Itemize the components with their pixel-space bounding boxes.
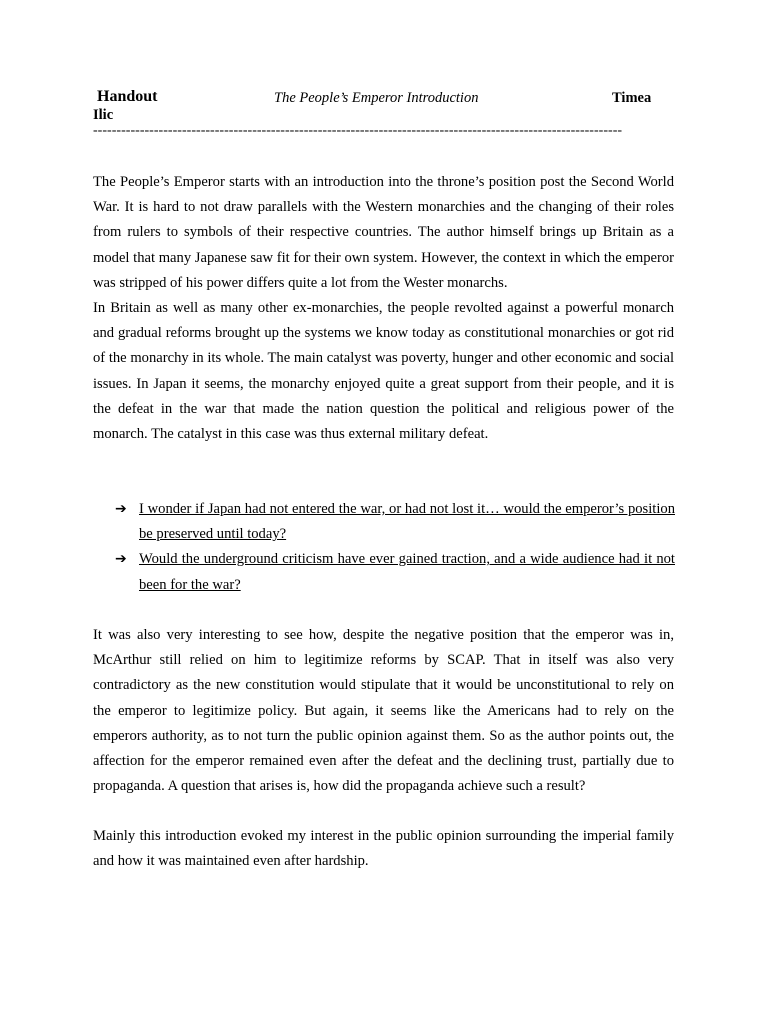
handout-label: Handout xyxy=(97,88,158,105)
paragraph-conclusion: Mainly this introduction evoked my interest in the public opinion surrounding the imperial family and how it was maintained even after hardship. xyxy=(93,828,674,870)
paragraph-mcarthur: It was also very interesting to see how, despite the negative position that the emperor was in, McArthur still relied on him to legitimize reforms by SCAP. That in itself was also very contradictory as the new constitution would stipulate that it would be unconstitutional to rely on the emperor to legitimize policy. But again, it seems like the Americans had to rely on the emperors authority, as to not turn the public opinion against them. So as the author points out, the affection for the emperor remained even after the defeat and the declining trust, partially due to propaganda. A question that arises is, how did the propaganda achieve such a result? xyxy=(93,627,674,795)
list-item xyxy=(115,497,675,547)
author-last-name: Ilic xyxy=(93,107,114,123)
arrow-right-icon: ➔ xyxy=(115,501,127,517)
document-title: The People’s Emperor Introduction xyxy=(274,90,479,106)
paragraph-intro: The People’s Emperor starts with an introduction into the throne’s position post the Second World War. It is hard to not draw parallels with the Western monarchies and the changing of their roles from rulers to symbols of their respective countries. The author himself brings up Britain as a model that many Japanese saw fit for their own system. However, the context in which the emperor was stripped of his power differs quite a lot from the Wester monarchs. xyxy=(93,174,674,291)
arrow-right-icon: ➔ xyxy=(115,551,127,568)
header-divider: ----------------------------------------------------------------------------------------------------------------- xyxy=(93,123,623,138)
author-first-name: Timea xyxy=(612,90,652,106)
header xyxy=(93,86,675,110)
question-text: I wonder if Japan had not entered the war, or had not lost it… would the emperor’s position be preserved until today? xyxy=(139,501,675,543)
question-list xyxy=(115,497,675,598)
question-text: Would the underground criticism have ever gained traction, and a wide audience had it not been for the war? xyxy=(139,551,675,593)
list-item xyxy=(115,547,675,597)
paragraph-britain: In Britain as well as many other ex-monarchies, the people revolted against a powerful monarch and gradual reforms brought up the systems we know today as constitutional monarchies or got rid of the monarchy in its whole. The main catalyst was poverty, hunger and other economic and social issues. In Japan it seems, the monarchy enjoyed quite a great support from their people, and it is the defeat in the war that made the nation question the political and religious power of the monarch. The catalyst in this case was thus external military defeat. xyxy=(93,300,674,443)
